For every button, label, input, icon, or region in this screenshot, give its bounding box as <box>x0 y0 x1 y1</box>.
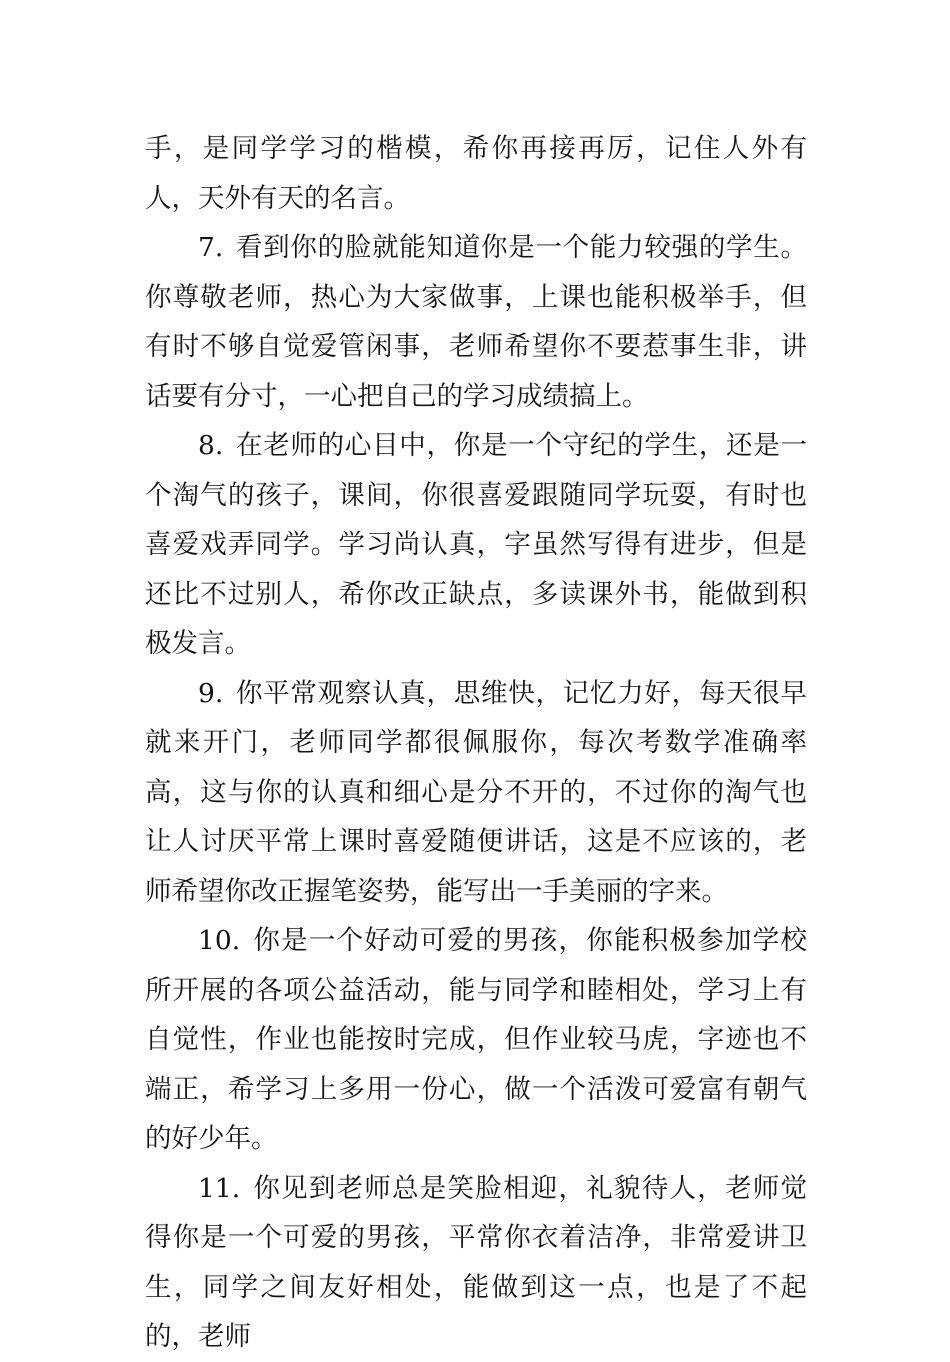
item-text: 你平常观察认真，思维快，记忆力好，每天很早就来开门，老师同学都很佩服你，每次考数学准确率高，这与你的认真和细心是分不开的，不过你的淘气也让人讨厌平常上课时喜爱随便讲话，这是不应该的，老师希望你改正握笔姿势，能写出一手美丽的字来。 <box>145 677 807 907</box>
item-number: 7. <box>198 232 224 263</box>
item-number: 8. <box>198 430 224 461</box>
item-number: 9. <box>198 677 224 709</box>
item-text: 你是一个好动可爱的男孩，你能积极参加学校所开展的各项公益活动，能与同学和睦相处，学习上有自觉性，作业也能按时完成，但作业较马虎，字迹也不端正，希学习上多用一份心，做一个活泼可爱富有朝气的好少年。 <box>145 925 807 1154</box>
item-number: 10. <box>198 925 241 956</box>
item-number: 11. <box>198 1172 241 1204</box>
paragraph-item-9 <box>145 669 807 917</box>
paragraph-item-11 <box>145 1164 807 1362</box>
item-text: 在老师的心目中，你是一个守纪的学生，还是一个淘气的孩子，课间，你很喜爱跟随同学玩耍，有时也喜爱戏弄同学。学习尚认真，字虽然写得有进步，但是还比不过别人，希你改正缺点，多读课外书，能做到积极发言。 <box>145 430 807 659</box>
paragraph-item-10 <box>145 916 807 1164</box>
paragraph-item-8 <box>145 421 807 669</box>
document-body <box>145 124 807 1362</box>
paragraph-item-7 <box>145 223 807 421</box>
item-text: 看到你的脸就能知道你是一个能力较强的学生。你尊敬老师，热心为大家做事，上课也能积极举手，但有时不够自觉爱管闲事，老师希望你不要惹事生非，讲话要有分寸，一心把自己的学习成绩搞上。 <box>145 232 807 412</box>
item-text: 你见到老师总是笑脸相迎，礼貌待人，老师觉得你是一个可爱的男孩，平常你衣着洁净，非常爱讲卫生，同学之间友好相处，能做到这一点，也是了不起的，老师 <box>145 1172 807 1352</box>
paragraph-continuation: 手，是同学学习的楷模，希你再接再厉，记住人外有人，天外有天的名言。 <box>145 133 807 214</box>
